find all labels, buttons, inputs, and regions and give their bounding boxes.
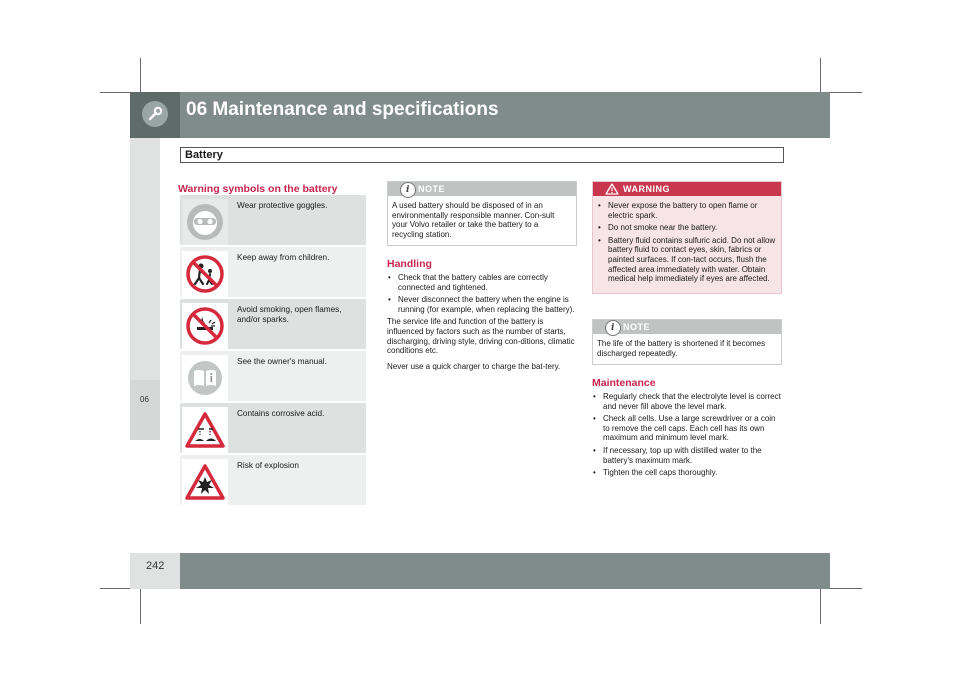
note-text: The life of the battery is shortened if it becomes discharged repeatedly. bbox=[597, 339, 766, 358]
note-header bbox=[388, 182, 576, 196]
explosion-icon bbox=[182, 459, 228, 505]
wrench-icon bbox=[142, 101, 168, 127]
manual-icon bbox=[182, 355, 228, 401]
symbol-text: Risk of explosion bbox=[237, 461, 299, 470]
chapter-tab-label: 06 bbox=[140, 395, 149, 404]
footer-band bbox=[130, 553, 830, 589]
no-smoking-icon bbox=[182, 303, 228, 349]
info-icon: i bbox=[605, 320, 621, 336]
chapter-tab bbox=[130, 380, 160, 440]
handling-title: Handling bbox=[387, 258, 432, 270]
note-text: A used battery should be disposed of in an environmentally responsible manner. Con-sult your Volvo retailer or take the battery to a recycling station. bbox=[392, 201, 555, 239]
no-children-icon bbox=[182, 251, 228, 297]
warning-list bbox=[597, 201, 777, 284]
list-item: • Tighten the cell caps thoroughly. bbox=[592, 468, 784, 478]
list-item: • Never expose the battery to open flame or electric spark. bbox=[597, 201, 777, 220]
symbol-row bbox=[180, 247, 366, 297]
warning-label: WARNING bbox=[623, 184, 670, 194]
symbol-row bbox=[180, 299, 366, 349]
section-title: Battery bbox=[180, 147, 784, 163]
symbol-text: Keep away from children. bbox=[237, 253, 330, 262]
handling-paragraph: The service life and function of the battery is influenced by factors such as the number of starts, discharging, driving style, driving con-ditions, climatic conditions etc. bbox=[387, 317, 575, 356]
maintenance-list bbox=[592, 392, 784, 478]
symbol-row bbox=[180, 403, 366, 453]
list-item: • Check all cells. Use a large screwdriver or a coin to remove the cell caps. Each cell has its own maximum and minimum level mark. bbox=[592, 414, 784, 443]
note-box bbox=[592, 319, 782, 365]
maintenance-title: Maintenance bbox=[592, 377, 656, 389]
symbol-row bbox=[180, 351, 366, 401]
handling-paragraph: Never use a quick charger to charge the bat-tery. bbox=[387, 361, 561, 371]
symbol-row bbox=[180, 195, 366, 245]
symbol-row bbox=[180, 455, 366, 505]
list-item: • Do not smoke near the battery. bbox=[597, 223, 777, 233]
symbols-title: Warning symbols on the battery bbox=[178, 183, 338, 195]
warning-box bbox=[592, 181, 782, 294]
chapter-title: 06 Maintenance and specifications bbox=[186, 99, 499, 120]
warning-body bbox=[593, 196, 781, 293]
symbol-text: Wear protective goggles. bbox=[237, 201, 328, 210]
note-label: NOTE bbox=[418, 184, 446, 194]
page-number: 242 bbox=[146, 560, 165, 572]
symbol-text: See the owner's manual. bbox=[237, 357, 327, 366]
symbol-text: Avoid smoking, open flames, and/or sparks. bbox=[237, 305, 342, 324]
corrosive-icon bbox=[182, 407, 228, 453]
handling-list bbox=[387, 273, 577, 314]
symbol-text: Contains corrosive acid. bbox=[237, 409, 325, 418]
list-item: • If necessary, top up with distilled water to the battery's maximum mark. bbox=[592, 446, 784, 465]
maintenance-section bbox=[592, 377, 784, 481]
info-icon: i bbox=[400, 182, 416, 198]
goggles-icon bbox=[182, 199, 228, 245]
list-item: • Regularly check that the electrolyte level is correct and never fill above the level mark. bbox=[592, 392, 784, 411]
note-header bbox=[593, 320, 781, 334]
note-box bbox=[387, 181, 577, 246]
warning-header bbox=[593, 182, 781, 196]
list-item: • Battery fluid contains sulfuric acid. Do not allow battery fluid to contact eyes, skin, fabrics or painted surfaces. If con-tact occurs, flush the affected area immediately with water. Obtain medical help immediately if eyes are affected. bbox=[597, 236, 777, 284]
handling-section bbox=[387, 258, 577, 377]
note-label: NOTE bbox=[623, 322, 651, 332]
list-item: • Never disconnect the battery when the engine is running (for example, when replacing the battery). bbox=[387, 295, 577, 314]
warning-icon bbox=[605, 183, 619, 195]
list-item: • Check that the battery cables are correctly connected and tightened. bbox=[387, 273, 577, 292]
